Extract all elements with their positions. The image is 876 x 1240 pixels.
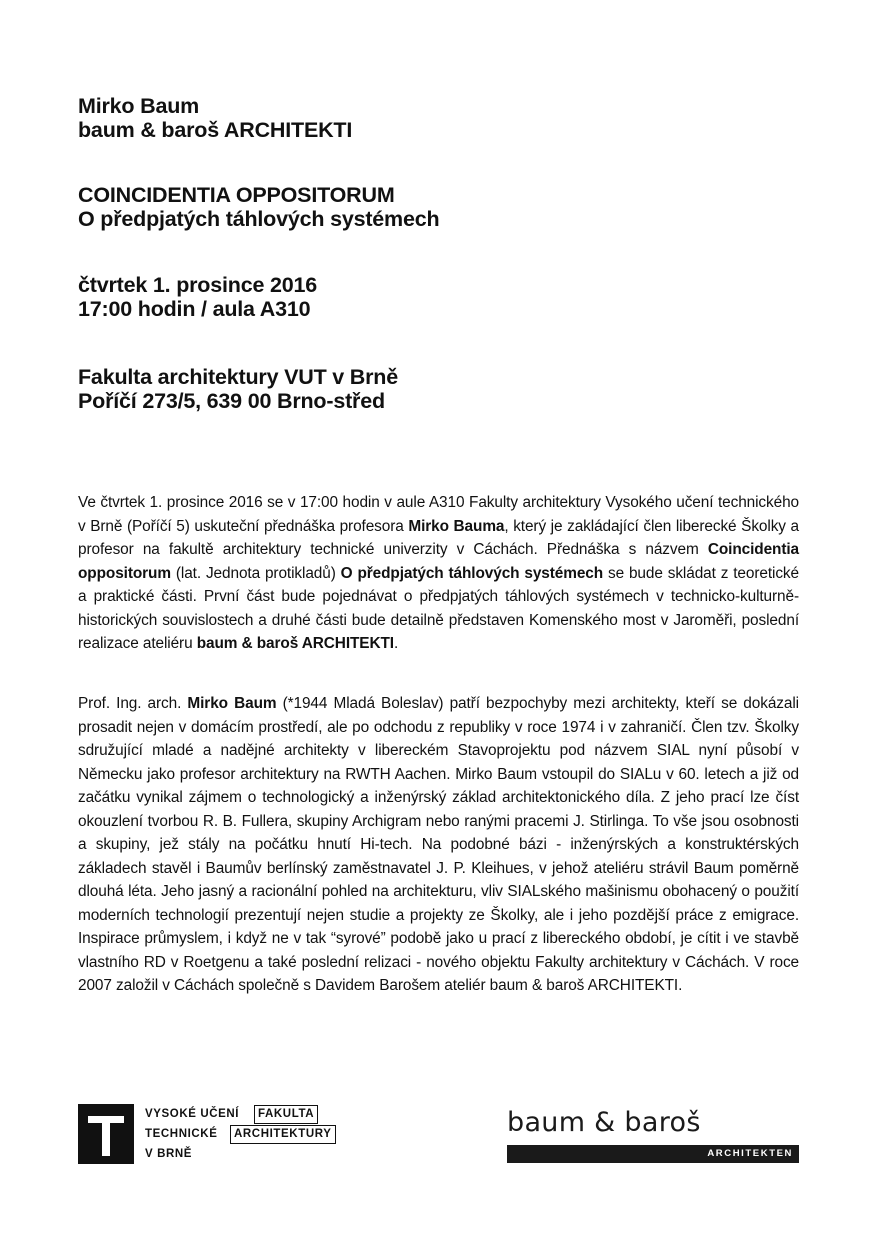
- vut-line1-left: VYSOKÉ UČENÍ: [145, 1108, 240, 1120]
- text-run: Prof. Ing. arch.: [78, 695, 188, 712]
- speaker-name: Mirko Baum: [78, 94, 200, 118]
- text-run: , který je zakládající člen liberecké Školky a profesor na fakultě architektury technické univerzity v Cáchách. Přednáška s názvem: [78, 517, 799, 558]
- venue-address: Poříčí 273/5, 639 00 Brno-střed: [78, 389, 385, 413]
- biography-paragraph: [78, 692, 799, 998]
- lecture-datetime: [78, 273, 317, 321]
- text-run: se bude skládat z teoretické a praktické části. První část bude pojednávat o předpjatých táhlových systémech v technicko-kulturně-historických souvislostech a druhé části bude detailně představen Komenského most v Jaroměři, poslední realizace ateliéru: [78, 564, 799, 652]
- lecture-subtitle: O předpjatých táhlových systémech: [78, 207, 440, 231]
- vut-logo: [78, 1104, 348, 1164]
- vut-line3-left: V BRNĚ: [145, 1148, 193, 1160]
- lecture-title: [78, 183, 439, 231]
- bold-lecture-subtitle: O předpjatých táhlových systémech: [340, 564, 604, 582]
- lecture-time-room: 17:00 hodin / aula A310: [78, 297, 311, 321]
- vut-line2-right: ARCHITEKTURY: [230, 1125, 336, 1144]
- lecture-venue: [78, 365, 398, 413]
- bold-speaker: Mirko Bauma: [408, 517, 505, 535]
- text-run: (*1944 Mladá Boleslav) patří bezpochyby mezi architekty, kteří se dokázali prosadit nejen v domácím prostředí, ale po odchodu z republiky v roce 1974 i v zahraničí. Člen tzv. Školky sdružující mladé a nadějné architekty v libereckém Stavoprojektu pod názvem SIAL nyní působí v Německu jako profesor architektury na RWTH Aachen. Mirko Baum vstoupil do SIALu v 60. letech a již od začátku vynikal zájmem o technologický a inženýrský základ architektonického díla. Z jeho prací lze číst okouzlení tvorbou R. B. Fullera, skupiny Archigram nebo ranými pracemi J. Stirlinga. To vše jsou osobnosti a skupiny, jež stály na počátku hnutí Hi-tech. Na podobné bázi - inženýrských a konstruktérských základech stavěl i Baumův berlínský zaměstnavatel J. P. Kleihues, v jehož ateliéru strávil Baum poměrně dlouhá léta. Jeho jasný a racionální pohled na architekturu, vliv SIALského mašinismu obohacený o použití moderních technologií prezentují nejen studie a projekty ze Školky, ale i jeho pozdější práce z emigrace. Inspirace průmyslem, i když ne v tak “syrové” podobě jako u prací z libereckého období, je cítit i ve stavbě vlastního RD v Roetgenu a také poslední relizaci - nového objektu Fakulty architektury v Cáchách. V roce 2007 založil v Cáchách společně s Davidem Barošem ateliér baum & baroš ARCHITEKTI.: [78, 695, 799, 994]
- studio-name: baum & baroš ARCHITEKTI: [78, 118, 353, 142]
- baum-baros-logo-sub: ARCHITEKTEN: [707, 1148, 793, 1159]
- bold-studio: baum & baroš ARCHITEKTI: [196, 635, 394, 652]
- lecture-title-main: COINCIDENTIA OPPOSITORUM: [78, 183, 395, 207]
- baum-baros-logo-bar: [507, 1145, 799, 1163]
- speaker-heading: [78, 94, 352, 142]
- venue-name: Fakulta architektury VUT v Brně: [78, 365, 398, 389]
- baum-baros-logo-name: baum & baroš: [507, 1107, 701, 1138]
- bold-speaker: Mirko Baum: [187, 695, 277, 712]
- bold-lecture-title: Coincidentia oppositorum: [78, 541, 799, 582]
- lecture-date: čtvrtek 1. prosince 2016: [78, 273, 318, 297]
- vut-line2-left: TECHNICKÉ: [145, 1128, 218, 1140]
- baum-baros-logo: [507, 1107, 799, 1163]
- text-run: (lat. Jednota protikladů): [170, 564, 341, 582]
- text-run: .: [393, 635, 399, 652]
- vut-t-mark-icon: [78, 1104, 134, 1164]
- announcement-paragraph: [78, 491, 799, 656]
- vut-line1-right: FAKULTA: [254, 1105, 318, 1124]
- text-run: Ve čtvrtek 1. prosince 2016 se v 17:00 hodin v aule A310 Fakulty architektury Vysokého učení technického v Brně (Poříčí 5) uskuteční přednáška profesora: [78, 494, 799, 535]
